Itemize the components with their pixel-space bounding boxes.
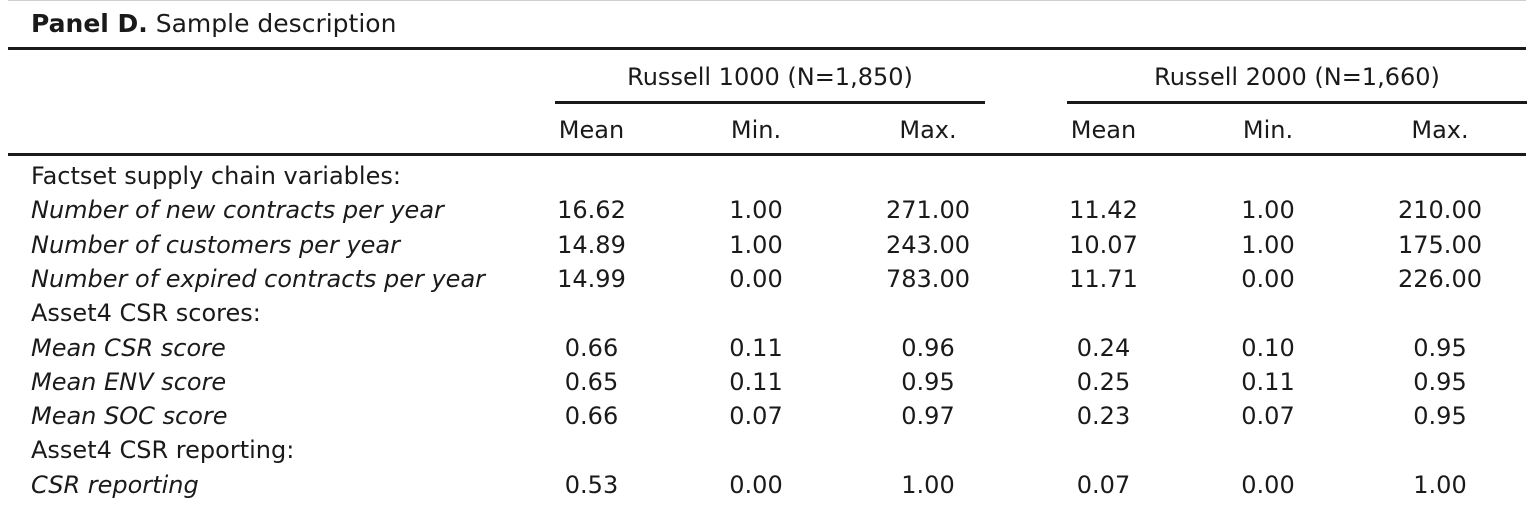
col-header-r2000-max: Max. <box>1411 116 1469 144</box>
table-cell: 0.24 <box>1076 333 1131 362</box>
table-cell: 0.00 <box>1241 264 1295 293</box>
table-cell: 0.11 <box>729 333 783 362</box>
row-label: Number of expired contracts per year <box>31 264 486 293</box>
group-header-russell-2000: Russell 2000 (N=1,660) <box>1154 63 1440 91</box>
table-cell: 0.00 <box>729 264 783 293</box>
table-cell: 16.62 <box>557 196 626 225</box>
table-cell: 0.07 <box>1076 470 1131 499</box>
table-cell: 0.00 <box>729 470 783 499</box>
table-cell: 11.71 <box>1069 264 1138 293</box>
col-header-r1000-max: Max. <box>899 116 957 144</box>
table-row <box>0 228 1536 262</box>
table-cell: 1.00 <box>1241 196 1295 225</box>
row-label: Mean CSR score <box>31 333 226 362</box>
table-cell: 11.42 <box>1069 196 1138 225</box>
col-header-r1000-mean: Mean <box>558 116 625 144</box>
table-cell: 10.07 <box>1069 230 1138 259</box>
col-header-r2000-mean: Mean <box>1070 116 1137 144</box>
row-label: Mean SOC score <box>31 402 228 431</box>
table-row <box>0 365 1536 399</box>
table-top-rule <box>8 47 1526 50</box>
table-cell: 271.00 <box>886 196 970 225</box>
table-cell: 1.00 <box>729 230 783 259</box>
table-cell: 783.00 <box>886 264 970 293</box>
table-cell: 0.23 <box>1076 402 1131 431</box>
row-label: CSR reporting <box>31 470 199 499</box>
header-bottom-rule <box>8 153 1526 156</box>
table-cell: 0.66 <box>564 333 619 362</box>
table-cell: 1.00 <box>1241 230 1295 259</box>
table-row <box>0 468 1536 502</box>
table-row <box>0 331 1536 365</box>
table-cell: 0.10 <box>1241 333 1295 362</box>
table-cell: 0.07 <box>1241 402 1295 431</box>
table-cell: 226.00 <box>1398 264 1482 293</box>
table-cell: 0.11 <box>1241 367 1295 396</box>
table-cell: 1.00 <box>901 470 955 499</box>
table-cell: 0.95 <box>1413 367 1467 396</box>
table-cell: 14.89 <box>557 230 626 259</box>
table-cell: 0.25 <box>1076 367 1131 396</box>
table-cell: 0.65 <box>564 367 619 396</box>
table-cell: 14.99 <box>557 264 626 293</box>
row-label: Mean ENV score <box>31 367 227 396</box>
row-label: Number of customers per year <box>31 230 400 259</box>
table-cell: 0.97 <box>901 402 955 431</box>
group-rule-russell-1000 <box>555 101 985 104</box>
section-label: Asset4 CSR reporting: <box>31 436 295 465</box>
table-cell: 0.00 <box>1241 470 1295 499</box>
table-row <box>0 193 1536 227</box>
group-header-russell-1000: Russell 1000 (N=1,850) <box>627 63 913 91</box>
section-header-row <box>0 433 1536 467</box>
panel-title <box>31 8 396 40</box>
top-divider <box>8 0 1526 1</box>
table-cell: 0.11 <box>729 367 783 396</box>
table-cell: 175.00 <box>1398 230 1482 259</box>
table-cell: 1.00 <box>729 196 783 225</box>
table-cell: 0.96 <box>901 333 955 362</box>
section-label: Asset4 CSR scores: <box>31 299 261 328</box>
section-header-row <box>0 296 1536 330</box>
table-cell: 0.95 <box>1413 402 1467 431</box>
section-header-row <box>0 159 1536 193</box>
table-cell: 0.95 <box>1413 333 1467 362</box>
table-cell: 0.07 <box>729 402 783 431</box>
table-cell: 243.00 <box>886 230 970 259</box>
section-label: Factset supply chain variables: <box>31 162 401 190</box>
table-row <box>0 262 1536 296</box>
col-header-r2000-min: Min. <box>1242 116 1294 144</box>
col-header-r1000-min: Min. <box>730 116 782 144</box>
table-cell: 210.00 <box>1398 196 1482 225</box>
table-cell: 0.66 <box>564 402 619 431</box>
group-rule-russell-2000 <box>1067 101 1527 104</box>
table-cell: 0.53 <box>564 470 619 499</box>
row-label: Number of new contracts per year <box>31 196 444 225</box>
table-cell: 1.00 <box>1413 470 1467 499</box>
table-cell: 0.95 <box>901 367 955 396</box>
table-row <box>0 399 1536 433</box>
panel-label: Panel D. <box>31 9 148 38</box>
panel-caption: Sample description <box>147 9 397 38</box>
